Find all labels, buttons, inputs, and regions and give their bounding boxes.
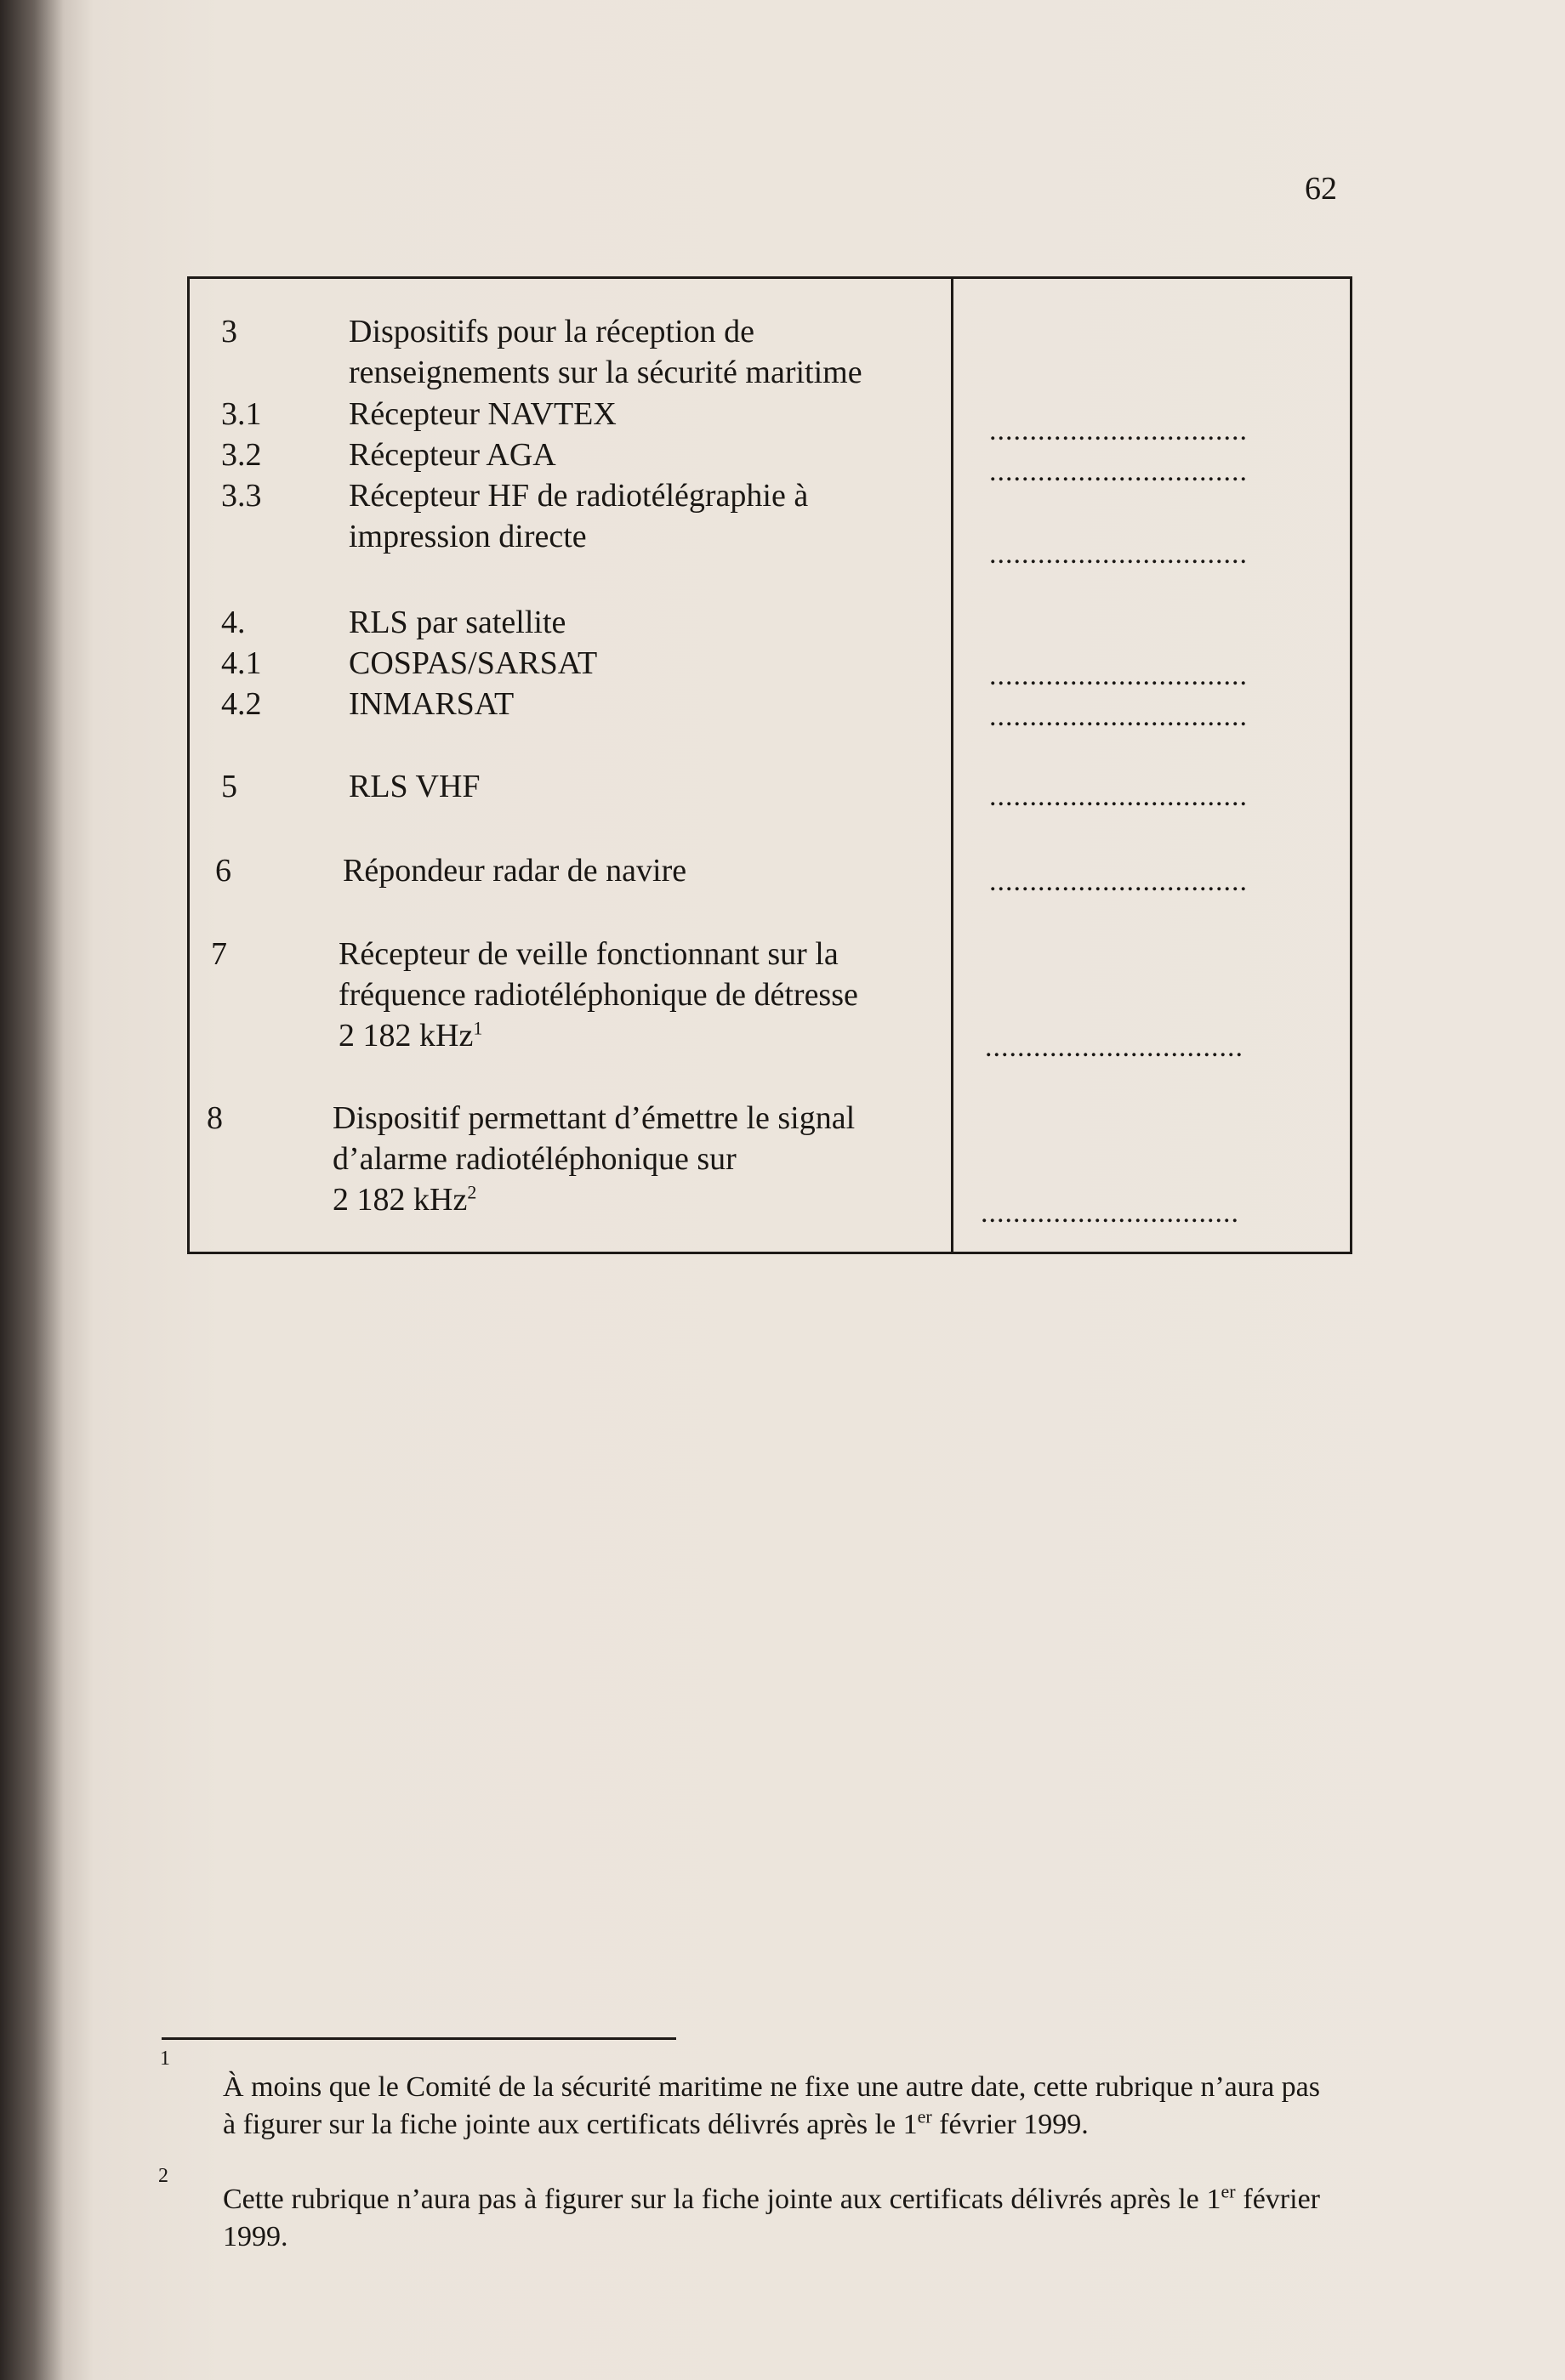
entry-dots: ................................	[989, 781, 1248, 812]
row-number: 6	[215, 853, 231, 889]
entry-dots: ................................	[989, 866, 1248, 897]
row-number: 3.1	[221, 396, 262, 432]
row-number: 3.3	[221, 478, 262, 514]
row-label: COSPAS/SARSAT	[349, 645, 598, 681]
entry-dots: ................................	[989, 701, 1248, 732]
row-number: 7	[211, 936, 227, 972]
entry-dots: ................................	[989, 415, 1248, 446]
row-label: Récepteur NAVTEX	[349, 396, 617, 432]
row-label: Répondeur radar de navire	[343, 853, 687, 889]
footnote-ref: 1	[473, 1017, 483, 1039]
column-divider	[951, 279, 953, 1252]
row-label: Récepteur de veille fonctionnant sur la fréquence radiotéléphonique de détresse 2 182 kHz$^1$	[339, 936, 858, 1054]
equipment-table	[187, 276, 1352, 1254]
row-number: 3.2	[221, 437, 262, 473]
entry-dots: ................................	[989, 456, 1248, 487]
row-number: 4.	[221, 605, 246, 640]
row-label: Dispositif permettant d’émettre le signal d’alarme radiotéléphonique sur 2 182 kHz$^2$	[333, 1100, 856, 1218]
row-label: Récepteur AGA	[349, 437, 556, 473]
footnote-text: Cette rubrique n’aura pas à figurer sur la fiche jointe aux certificats délivrés après le 1er février 1999.	[223, 2180, 1320, 2252]
row-label: RLS par satellite	[349, 605, 566, 640]
row-number: 8	[207, 1100, 223, 1136]
row-label: INMARSAT	[349, 686, 515, 722]
row-label: Récepteur HF de radiotélégraphie à impression directe	[349, 478, 809, 554]
entry-dots: ................................	[981, 1197, 1239, 1229]
entry-dots: ................................	[989, 660, 1248, 691]
footnote-ref: 2	[467, 1181, 477, 1203]
footnote-marker: 1	[160, 2048, 170, 2070]
row-number: 4.2	[221, 686, 262, 722]
row-number: 3	[221, 314, 237, 349]
row-number: 4.1	[221, 645, 262, 681]
page-number: 62	[1305, 171, 1337, 207]
row-label: Dispositifs pour la réception de renseignements sur la sécurité maritime	[349, 314, 862, 390]
entry-dots: ................................	[989, 538, 1248, 570]
row-label: RLS VHF	[349, 769, 481, 804]
row-number: 5	[221, 769, 237, 804]
footnote-text: À moins que le Comité de la sécurité maritime ne fixe une autre date, cette rubrique n’aura pas à figurer sur la fiche jointe aux certificats délivrés après le 1er février 1999.	[223, 2071, 1320, 2140]
footnote-marker: 2	[158, 2165, 168, 2187]
entry-dots: ................................	[985, 1031, 1243, 1063]
footnote-rule	[162, 2037, 676, 2040]
